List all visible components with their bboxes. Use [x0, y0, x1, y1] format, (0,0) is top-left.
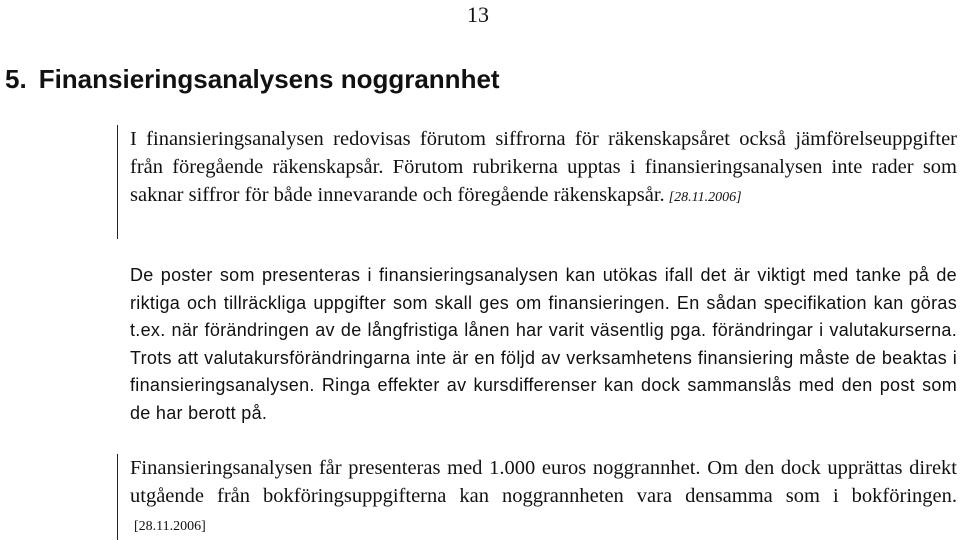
paragraph-1: [130, 125, 957, 212]
paragraph-block-2: [117, 262, 957, 432]
page-number: 13: [467, 2, 489, 27]
paragraph-3: [130, 454, 957, 541]
section-number: 5.: [5, 64, 27, 94]
paragraph-block-1: [117, 125, 957, 239]
paragraph-block-3: [117, 454, 957, 540]
section-title: Finansieringsanalysens noggrannhet: [38, 64, 500, 94]
paragraph-3-date-reference: [28.11.2006]: [134, 519, 206, 534]
section-heading: [5, 64, 500, 95]
paragraph-2: [130, 262, 957, 427]
paragraph-1-text: I finansieringsanalysen redovisas förutom siffrorna för räkenskapsåret också jämförelseuppgifter från föregående räkenskapsår. Förutom rubrikerna upptas i finansieringsanalysen inte rader som saknar siffror för både innevarande och föregående räkenskapsår.: [130, 128, 957, 206]
paragraph-3-text: Finansieringsanalysen får presenteras med 1.000 euros noggrannhet. Om den dock upprättas direkt utgående från bokföringsuppgifterna kan noggrannheten vara densamma som i bokföringen.: [130, 457, 957, 507]
paragraph-1-date-reference: [28.11.2006]: [668, 190, 742, 205]
paragraph-2-text: De poster som presenteras i finansieringsanalysen kan utökas ifall det är viktigt med tanke på de riktiga och tillräckliga uppgifter som skall ges om finansieringen. En sådan specifikation kan göras t.ex. när förändringen av de långfristiga lånen har varit väsentlig pga. förändringar i valutakurserna. Trots att valutakursförändringarna inte är en följd av verksamhetens finansiering måste de beaktas i finansieringsanalysen. Ringa effekter av kursdifferenser kan dock sammanslås med den post som de har berott på.: [130, 265, 957, 423]
